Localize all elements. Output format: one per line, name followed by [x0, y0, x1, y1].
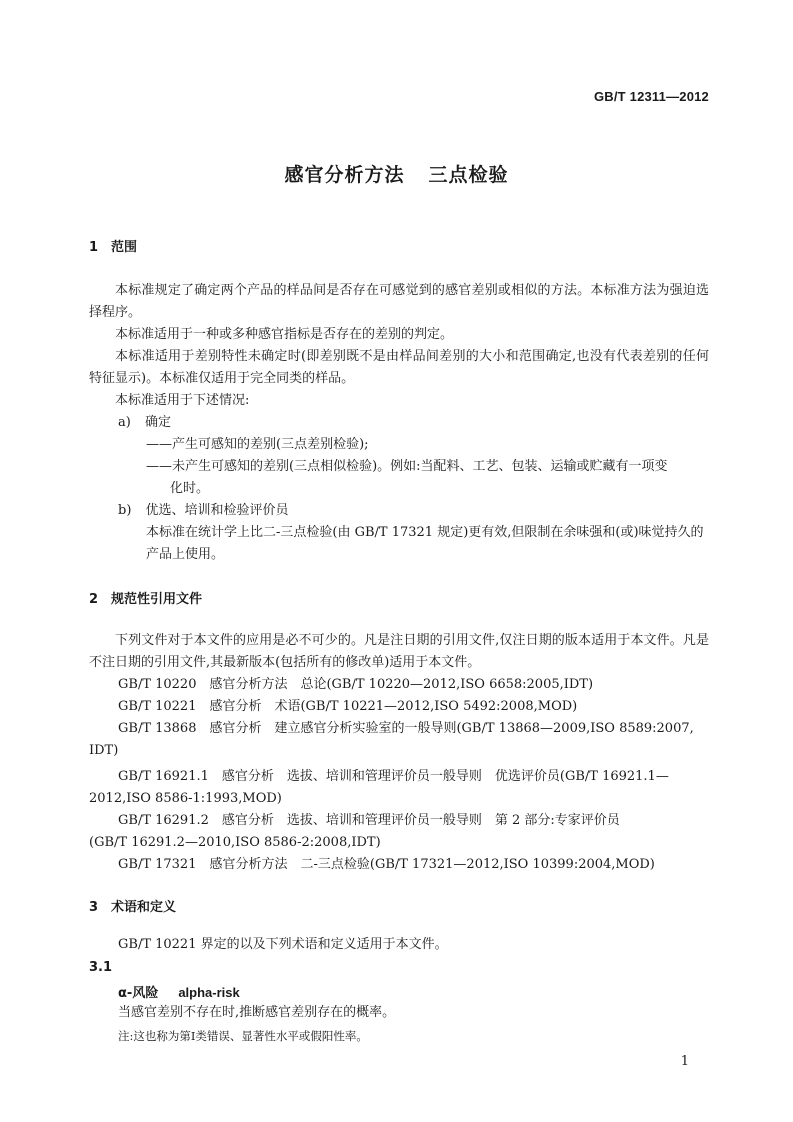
- section-1-paragraph-1: 本标准规定了确定两个产品的样品间是否存在可感觉到的感官差别或相似的方法。本标准方法为强迫选择程序。: [89, 283, 709, 320]
- section-1-paragraph-2: 本标准适用于一种或多种感官指标是否存在的差别的判定。: [115, 327, 454, 342]
- reference-line-continuation: 2012,ISO 8586-1:1993,MOD): [89, 791, 282, 806]
- list-label-b: b): [118, 503, 132, 518]
- section-3-heading: 3 术语和定义: [89, 900, 177, 915]
- list-dash-2-line-2: 化时。: [170, 481, 210, 496]
- term-title: [118, 982, 240, 1001]
- list-item-a: [118, 412, 171, 434]
- list-label-a: a): [118, 415, 131, 430]
- list-item-b: [118, 500, 289, 522]
- section-2-heading: 2 规范性引用文件: [89, 592, 203, 607]
- reference-line: GB/T 16921.1 感官分析 选拔、培训和管理评价员一般导则 优选评价员(GB/T 16921.1—: [118, 769, 669, 784]
- document-title: [0, 160, 793, 187]
- list-text-b: 优选、培训和检验评价员: [145, 503, 289, 518]
- term-note: 注:这也称为第Ⅰ类错误、显著性水平或假阳性率。: [118, 1029, 368, 1043]
- reference-line: GB/T 10221 感官分析 术语(GB/T 10221—2012,ISO 5492:2008,MOD): [118, 699, 578, 714]
- standard-code: GB/T 12311—2012: [593, 89, 709, 104]
- term-zh: α-风险: [118, 986, 159, 1001]
- title-sub: 三点检验: [428, 164, 509, 186]
- list-text-a: 确定: [144, 415, 171, 430]
- section-1-paragraph-4: 本标准适用于下述情况:: [115, 393, 250, 408]
- term-en: alpha-risk: [178, 985, 240, 1000]
- section-3-intro: GB/T 10221 界定的以及下列术语和定义适用于本文件。: [118, 937, 448, 952]
- reference-line: GB/T 10220 感官分析方法 总论(GB/T 10220—2012,ISO 6658:2005,IDT): [118, 677, 594, 692]
- page-number: 1: [680, 1054, 689, 1069]
- section-2-intro: 下列文件对于本文件的应用是必不可少的。凡是注日期的引用文件,仅注日期的版本适用于本文件。凡是不注日期的引用文件,其最新版本(包括所有的修改单)适用于本文件。: [89, 633, 709, 670]
- list-dash-1: ——产生可感知的差别(三点差别检验);: [146, 437, 369, 452]
- section-1-heading: 1 范围: [89, 240, 138, 255]
- list-dash-2-line-1: ——未产生可感知的差别(三点相似检验)。例如:当配料、工艺、包装、运输或贮藏有一项变: [146, 459, 668, 474]
- term-definition: 当感官差别不存在时,推断感官差别存在的概率。: [118, 1005, 396, 1020]
- reference-line: GB/T 16291.2 感官分析 选拔、培训和管理评价员一般导则 第 2 部分:专家评价员: [118, 813, 620, 828]
- reference-line-continuation: (GB/T 16291.2—2010,ISO 8586-2:2008,IDT): [89, 835, 381, 850]
- section-1-paragraph-3: 本标准适用于差别特性未确定时(即差别既不是由样品间差别的大小和范围确定,也没有代表差别的任何特征显示)。本标准仅适用于完全同类的样品。: [89, 349, 709, 386]
- reference-line: GB/T 13868 感官分析 建立感官分析实验室的一般导则(GB/T 13868—2009,ISO 8589:2007,: [118, 721, 694, 736]
- reference-line-continuation: IDT): [89, 743, 119, 758]
- list-item-b-body: 本标准在统计学上比二-三点检验(由 GB/T 17321 规定)更有效,但限制在余味强和(或)味觉持久的产品上使用。: [146, 525, 704, 562]
- term-number: 3.1: [89, 960, 113, 975]
- reference-line: GB/T 17321 感官分析方法 二-三点检验(GB/T 17321—2012,ISO 10399:2004,MOD): [118, 857, 655, 872]
- title-main: 感官分析方法: [284, 164, 405, 186]
